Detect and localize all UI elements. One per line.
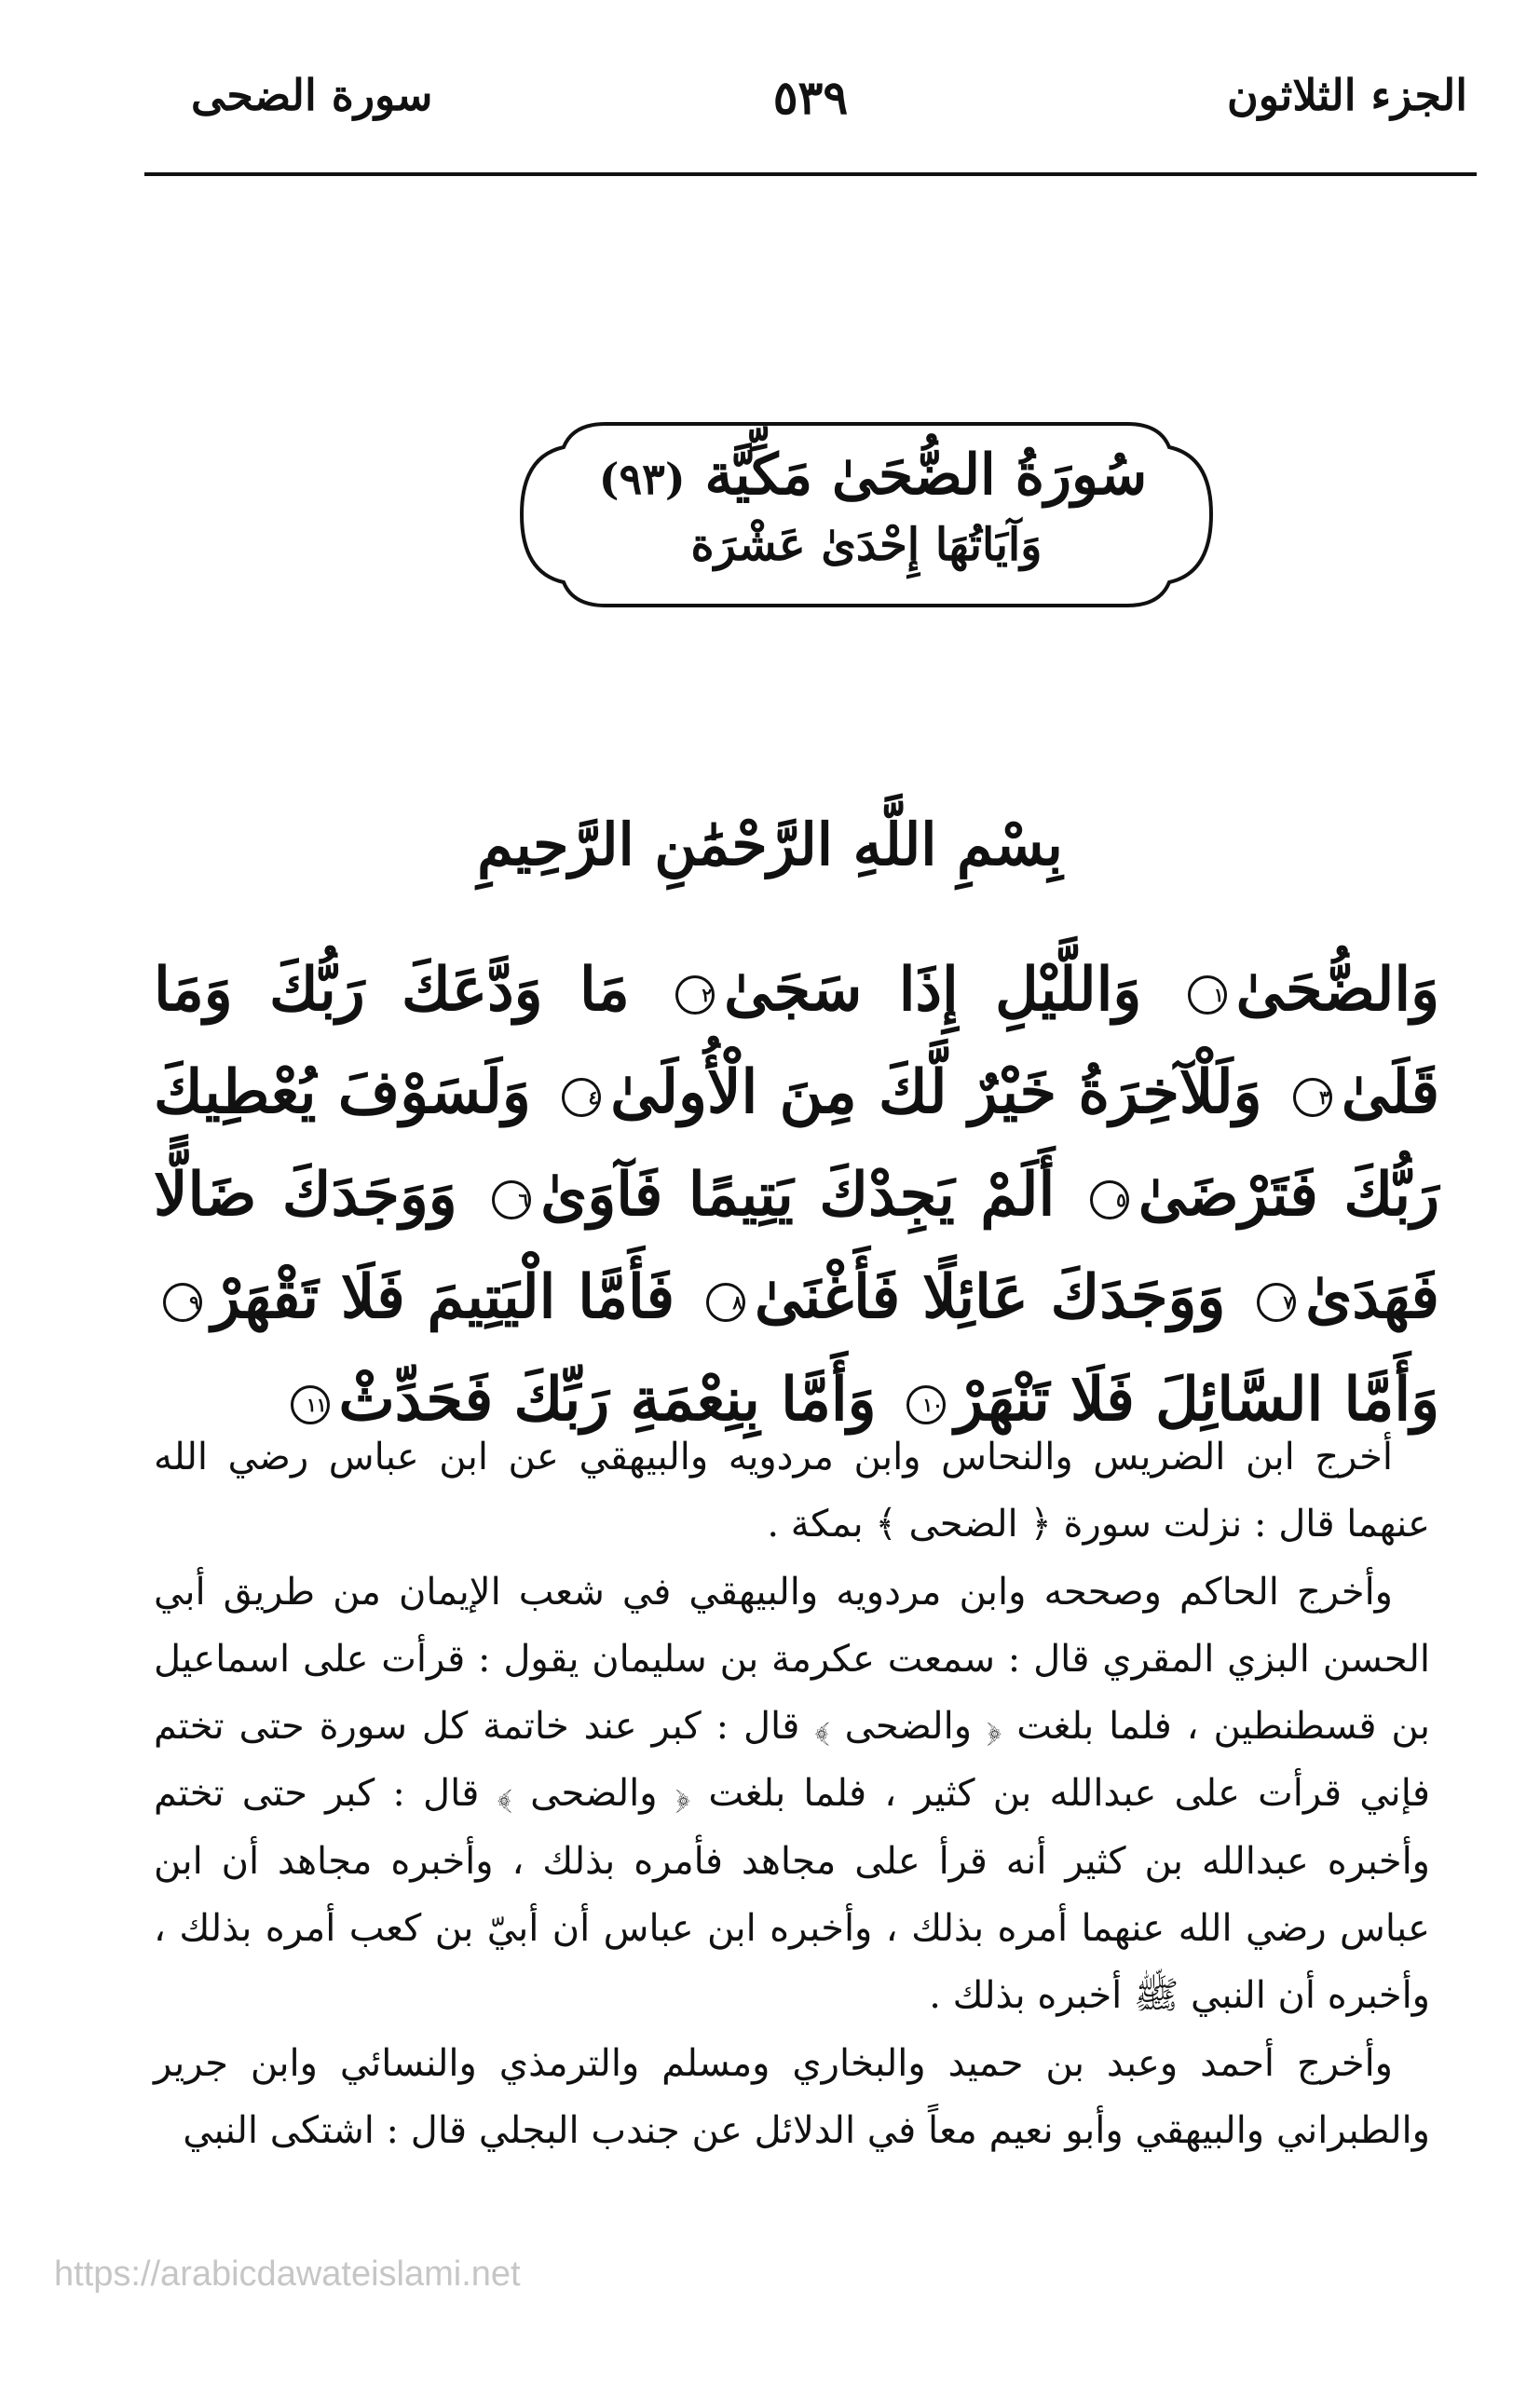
- verse-number-marker: ٨: [706, 1283, 745, 1322]
- verse-text: وَالضُّحَىٰ: [1235, 955, 1440, 1025]
- verse-number-marker: ٣: [1293, 1078, 1332, 1117]
- surah-title-frame: [517, 415, 1216, 615]
- verse-text: وَأَمَّا بِنِعْمَةِ رَبِّكَ فَحَدِّثْ: [338, 1365, 877, 1435]
- page-number: ٥٣٩: [772, 70, 849, 125]
- verse-number-marker: ٥: [1090, 1180, 1129, 1219]
- surah-number: (٩٣): [598, 454, 686, 504]
- verse-number-marker: ٢: [675, 975, 715, 1015]
- verse-text: وَلَسَوْفَ يُعْطِيكَ رَبُّكَ فَتَرْضَىٰ: [154, 1057, 1440, 1230]
- verse-number-marker: ٧: [1257, 1283, 1296, 1322]
- commentary-paragraph: أخرج ابن الضريس والنحاس وابن مردويه والبيهقي عن ابن عباس رضي الله عنهما قال : نزلت سورة ﴿ الضحى ﴾ بمكة .: [154, 1436, 1430, 1546]
- verse-number-marker: ٤: [562, 1078, 601, 1117]
- commentary-paragraph: وأخرج أحمد وعبد بن حميد والبخاري ومسلم والترمذي والنسائي وابن جرير والطبراني والبيهقي وأبو نعيم معاً في الدلائل عن جندب البجلي قال : اشتكى النبي: [154, 2041, 1430, 2152]
- running-header: [144, 70, 1477, 176]
- verse-text: وَأَمَّا السَّائِلَ فَلَا تَنْهَرْ: [954, 1365, 1439, 1435]
- surah-name-line: [517, 443, 1216, 508]
- juz-title: الجزء الثلاثون: [1227, 70, 1467, 120]
- verse-text: وَوَجَدَكَ عَائِلًا فَأَغْنَىٰ: [754, 1262, 1226, 1332]
- verse-number-marker: ٦: [492, 1180, 531, 1219]
- verse-text: أَلَمْ يَجِدْكَ يَتِيمًا فَآوَىٰ: [540, 1160, 1056, 1230]
- basmala: بِسْمِ اللَّهِ الرَّحْمَٰنِ الرَّحِيمِ: [477, 811, 1063, 879]
- quran-verses: [154, 939, 1439, 1451]
- verse-text: وَلَلْآخِرَةُ خَيْرٌ لَّكَ مِنَ الْأُولَىٰ: [610, 1057, 1262, 1127]
- surah-name: سُورَةُ الضُّحَىٰ مَكِّيَّة: [704, 443, 1148, 508]
- verse-number-marker: ٩: [163, 1283, 202, 1322]
- surah-verse-count: وَآيَاتُهَا إِحْدَىٰ عَشْرَة: [690, 519, 1043, 571]
- watermark-url: https://arabicdawateislami.net: [54, 2255, 521, 2294]
- verse-number-marker: ١١: [291, 1385, 330, 1424]
- verse-text: وَاللَّيْلِ إِذَا سَجَىٰ: [724, 955, 1142, 1025]
- verse-text: فَأَمَّا الْيَتِيمَ فَلَا تَقْهَرْ: [211, 1262, 675, 1332]
- commentary-paragraph: وأخرج الحاكم وصححه وابن مردويه والبيهقي في شعب الإيمان من طريق أبي الحسن البزي المقري قال : سمعت عكرمة بن سليمان يقول : قرأت على اسماعيل بن قسطنطين ، فلما بلغت ﴿ والضحى ﴾ قال : كبر عند خاتمة كل سورة حتى تختم فإني قرأت على عبدالله بن كثير ، فلما بلغت ﴿ والضحى ﴾ قال : كبر حتى تختم وأخبره عبدالله بن كثير أنه قرأ على مجاهد فأمره بذلك ، وأخبره مجاهد أن ابن عباس رضي الله عنهما أمره بذلك ، وأخبره ابن عباس أن أبيّ بن كعب أمره بذلك ، وأخبره أن النبي ﷺ أخبره بذلك .: [154, 1570, 1430, 2018]
- header-surah-name: سورة الضحى: [191, 70, 433, 120]
- verse-number-marker: ١٠: [906, 1385, 946, 1424]
- verse-text: مَا وَدَّعَكَ رَبُّكَ وَمَا قَلَىٰ: [154, 955, 1440, 1127]
- verse-text: وَوَجَدَكَ ضَالًّا فَهَدَىٰ: [154, 1160, 1439, 1332]
- commentary: [154, 1424, 1430, 2164]
- verse-number-marker: ١: [1188, 975, 1227, 1015]
